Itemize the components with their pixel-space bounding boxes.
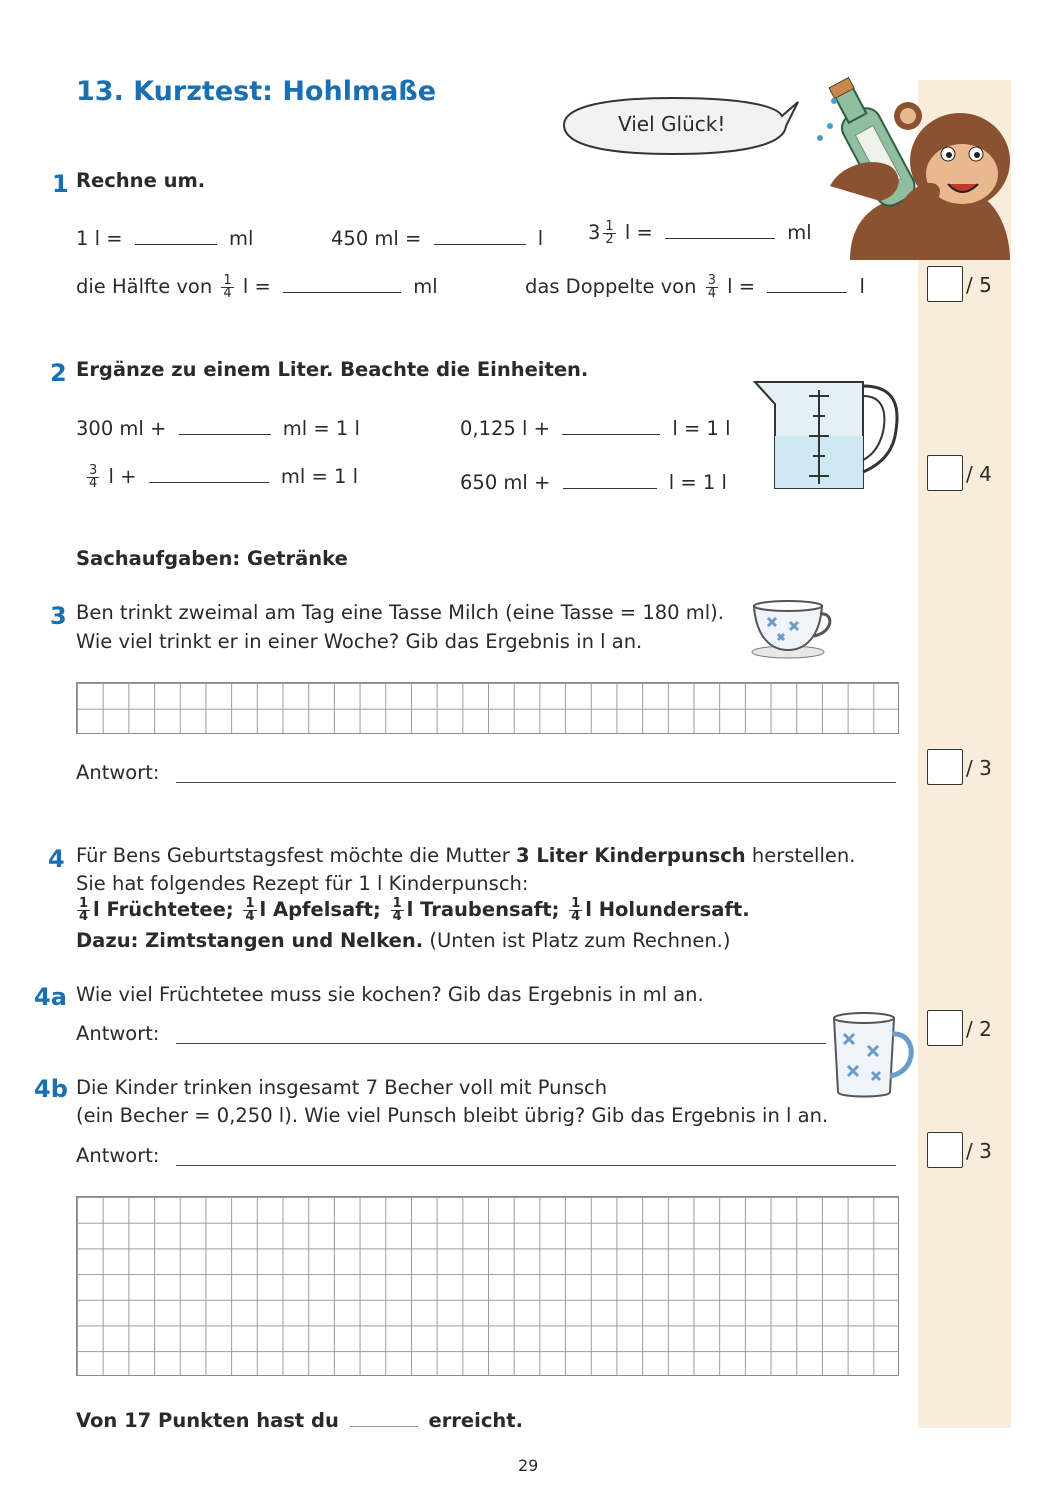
task-2-c-left: l +: [108, 465, 137, 488]
task-2-score-total: / 4: [966, 462, 992, 486]
teacup-illustration: [748, 598, 834, 660]
task-4-line-1-end: herstellen.: [745, 844, 856, 867]
task-2-a-right: ml = 1 l: [282, 417, 360, 440]
total-score-mid: Punkten hast du: [151, 1409, 339, 1432]
task-4a-score-total: / 2: [966, 1017, 992, 1041]
task-1-c-answer-blank[interactable]: [665, 218, 775, 239]
task-2-item-d: [460, 468, 727, 493]
task-1-c-whole: 3: [588, 221, 601, 244]
task-3-score-total: / 3: [966, 756, 992, 780]
task-2-item-c: [84, 462, 358, 490]
task-1-score-box[interactable]: [927, 266, 963, 302]
total-score-pre: Von: [76, 1409, 125, 1432]
task-4b-line-1-end: Becher voll mit Punsch: [378, 1076, 608, 1099]
task-1-d-fraction: $\frac{1}{4}$: [223, 273, 232, 301]
task-1-c-left: l =: [624, 221, 653, 244]
task-1-a-answer-blank[interactable]: [135, 224, 217, 245]
page-title: 13. Kurztest: Hohlmaße: [76, 76, 437, 107]
task-4-punch-amount: 3 Liter Kinderpunsch: [516, 844, 746, 867]
task-1-d-mid: l =: [242, 275, 271, 298]
section-heading: Sachaufgaben: Getränke: [76, 547, 348, 570]
task-4a-question: Wie viel Früchtetee muss sie kochen? Gib das Ergebnis in ml an.: [76, 983, 704, 1006]
task-2-c-right: ml = 1 l: [280, 465, 359, 488]
task-2-b-left: 0,125 l +: [460, 417, 550, 440]
task-4b-line-2: (ein Becher = 0,250 l). Wie viel Punsch bleibt übrig? Gib das Ergebnis in l an.: [76, 1104, 829, 1127]
speech-bubble-text: Viel Glück!: [618, 112, 726, 136]
task-4-line-1: [76, 846, 855, 866]
task-1-c-fraction: $\frac{1}{2}$: [605, 219, 614, 247]
recipe-fraction-1: $\frac{1}{4}$: [79, 896, 89, 924]
task-1-e-pre: das Doppelte von: [525, 275, 697, 298]
task-4b-score-total: / 3: [966, 1139, 992, 1163]
task-4b-answer-label: Antwort:: [76, 1144, 160, 1167]
task-1-d-answer-blank[interactable]: [283, 272, 401, 293]
task-2-d-left: 650 ml +: [460, 471, 551, 494]
task-2-d-answer-blank[interactable]: [563, 468, 657, 489]
task-2-c-answer-blank[interactable]: [149, 462, 269, 483]
monkey-with-bottle-illustration: [810, 66, 1010, 260]
task-2-item-b: [460, 414, 731, 439]
task-1-c-unit: ml: [787, 221, 812, 244]
task-1-a-left: 1 l =: [76, 227, 123, 250]
task-1-number: 1: [52, 170, 69, 198]
task-1-item-b: [331, 224, 543, 249]
task-2-heading: Ergänze zu einem Liter. Beachte die Einheiten.: [76, 358, 589, 381]
total-score-line: [76, 1406, 523, 1431]
task-4b-cup-count: 7: [365, 1076, 379, 1099]
task-1-item-a: [76, 224, 253, 249]
task-4b-answer-line[interactable]: [176, 1165, 896, 1166]
task-4-calculation-grid[interactable]: [76, 1196, 899, 1376]
task-1-a-unit: ml: [228, 227, 254, 250]
task-2-b-answer-blank[interactable]: [562, 414, 660, 435]
task-3-number: 3: [50, 602, 67, 630]
recipe-item-elder-juice: l Holundersaft.: [585, 898, 750, 921]
task-1-item-c: [588, 218, 812, 246]
task-4a-number: 4a: [34, 983, 67, 1011]
task-3-answer-line[interactable]: [176, 782, 896, 783]
total-points: 17: [124, 1409, 152, 1432]
task-1-e-answer-blank[interactable]: [767, 272, 847, 293]
task-1-b-answer-blank[interactable]: [434, 224, 526, 245]
task-2-d-right: l = 1 l: [668, 471, 727, 494]
task-2-number: 2: [50, 359, 67, 387]
task-3-answer-label: Antwort:: [76, 761, 160, 784]
task-2-b-right: l = 1 l: [672, 417, 731, 440]
task-1-e-unit: l: [859, 275, 865, 298]
task-3-score-box[interactable]: [927, 749, 963, 785]
task-4-recipe-line: [74, 898, 750, 923]
task-4a-score-box[interactable]: [927, 1010, 963, 1046]
task-4a-answer-line[interactable]: [176, 1043, 826, 1044]
total-score-post: erreicht.: [428, 1409, 524, 1432]
task-1-item-e: [525, 272, 865, 300]
recipe-item-apple-juice: l Apfelsaft;: [259, 898, 381, 921]
task-1-b-unit: l: [537, 227, 544, 250]
task-4-line-4: [76, 931, 730, 951]
task-1-heading: Rechne um.: [76, 169, 206, 192]
recipe-fraction-4: $\frac{1}{4}$: [571, 896, 581, 924]
task-4b-line-1: [76, 1078, 607, 1098]
task-1-d-unit: ml: [413, 275, 438, 298]
task-1-d-pre: die Hälfte von: [76, 275, 213, 298]
task-2-score-box[interactable]: [927, 455, 963, 491]
task-4-note: (Unten ist Platz zum Rechnen.): [423, 929, 731, 952]
task-4a-answer-label: Antwort:: [76, 1022, 160, 1045]
task-4-line-2: Sie hat folgendes Rezept für 1 l Kinderpunsch:: [76, 872, 529, 895]
task-3-line-1: Ben trinkt zweimal am Tag eine Tasse Milch (eine Tasse = 180 ml).: [76, 601, 724, 624]
measuring-jug-illustration: [745, 376, 903, 494]
task-4b-line-1-text: Die Kinder trinken insgesamt: [76, 1076, 366, 1099]
task-4b-number: 4b: [34, 1075, 68, 1103]
task-1-item-d: [76, 272, 438, 300]
task-1-e-mid: l =: [727, 275, 756, 298]
task-3-calculation-grid[interactable]: [76, 682, 899, 734]
achieved-points-blank[interactable]: [350, 1406, 418, 1427]
task-2-c-fraction: $\frac{3}{4}$: [89, 463, 98, 491]
task-4-spices: Dazu: Zimtstangen und Nelken.: [76, 929, 424, 952]
recipe-item-grape-juice: l Traubensaft;: [406, 898, 560, 921]
task-4b-score-box[interactable]: [927, 1132, 963, 1168]
task-1-b-left: 450 ml =: [331, 227, 422, 250]
task-1-score-total: / 5: [966, 273, 992, 297]
recipe-item-fruit-tea: l Früchtetee;: [93, 898, 234, 921]
task-2-item-a: [76, 414, 360, 439]
task-1-e-fraction: $\frac{3}{4}$: [707, 273, 716, 301]
page-number: 29: [518, 1456, 539, 1475]
mug-illustration: [828, 1010, 916, 1102]
task-4-number: 4: [48, 845, 65, 873]
recipe-fraction-2: $\frac{1}{4}$: [245, 896, 255, 924]
recipe-fraction-3: $\frac{1}{4}$: [392, 896, 402, 924]
task-4-line-1-text: Für Bens Geburtstagsfest möchte die Mutter: [76, 844, 517, 867]
task-2-a-left: 300 ml +: [76, 417, 167, 440]
task-2-a-answer-blank[interactable]: [179, 414, 271, 435]
task-3-line-2: Wie viel trinkt er in einer Woche? Gib das Ergebnis in l an.: [76, 630, 643, 653]
